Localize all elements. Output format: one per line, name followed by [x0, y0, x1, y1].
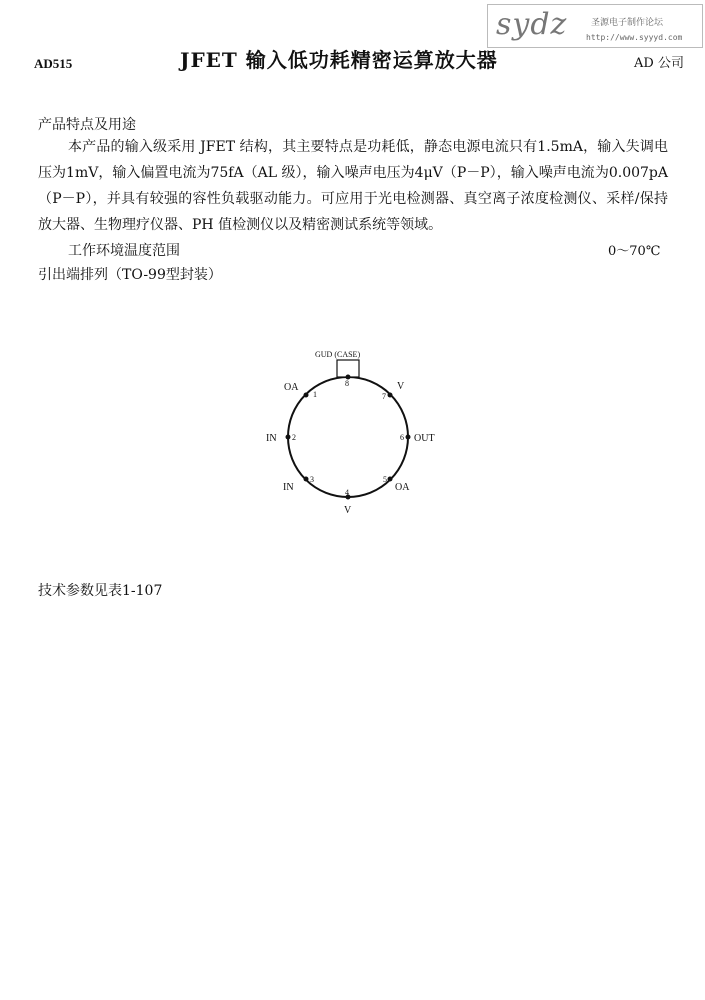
company-name: AD 公司 [634, 56, 684, 71]
watermark-stamp [487, 4, 703, 48]
pin-4-number: 4 [345, 488, 349, 497]
pin-6-number: 6 [400, 433, 404, 442]
pin-2-dot [286, 435, 291, 440]
pin-1-label: OA [284, 382, 299, 393]
pin-7-number: 7 [382, 392, 386, 401]
features-description: 本产品的输入级采用 JFET 结构，其主要特点是功耗低，静态电源电流只有1.5mA，输入失调电压为1mV，输入偏置电流为75fA（AL 级），输入噪声电压为4μV（P－P），输入噪声电流为0.007pA（P－P），并具有较强的容性负载驱动能力。可应用于光电检测器、真空离子浓度检测仪、采样/保持放大器、生物理疗仪器、PH 值检测仪以及精密测试系统等领域。 [38, 139, 668, 233]
pin-1-dot [304, 393, 309, 398]
operating-temp-value: 0～70℃ [608, 244, 661, 259]
watermark-logo: sydz [496, 7, 568, 42]
pin-7-label: V [397, 381, 405, 392]
pin-5-label: OA [395, 482, 410, 493]
pin-4-label: V [344, 505, 352, 516]
pinout-diagram [260, 340, 450, 520]
pin-1-number: 1 [313, 390, 317, 399]
watermark-site-name: 圣源电子制作论坛 [591, 18, 664, 28]
pin-6-label: OUT [414, 433, 435, 444]
pin-5-number: 5 [383, 475, 387, 484]
pin-8-number: 8 [345, 379, 349, 388]
pinout-heading: 引出端排列（TO-99型封装） [38, 267, 222, 283]
part-number: AD515 [34, 56, 73, 71]
pin-3-number: 3 [310, 475, 314, 484]
pin-2-label: IN [266, 433, 277, 444]
features-heading: 产品特点及用途 [38, 117, 136, 133]
reference-note: 技术参数见表1-107 [38, 583, 163, 599]
pin-3-label: IN [283, 482, 294, 493]
document-title: JFET 输入低功耗精密运算放大器 [180, 48, 498, 72]
case-label: GUD (CASE) [315, 350, 361, 359]
pin-2-number: 2 [292, 433, 296, 442]
pin-3-dot [304, 477, 309, 482]
case-tab [337, 360, 359, 377]
watermark-url: http://www.syyyd.com [586, 33, 683, 42]
pin-7-dot [388, 393, 393, 398]
operating-temp-label: 工作环境温度范围 [68, 243, 180, 259]
pin-5-dot [388, 477, 393, 482]
pin-6-dot [406, 435, 411, 440]
